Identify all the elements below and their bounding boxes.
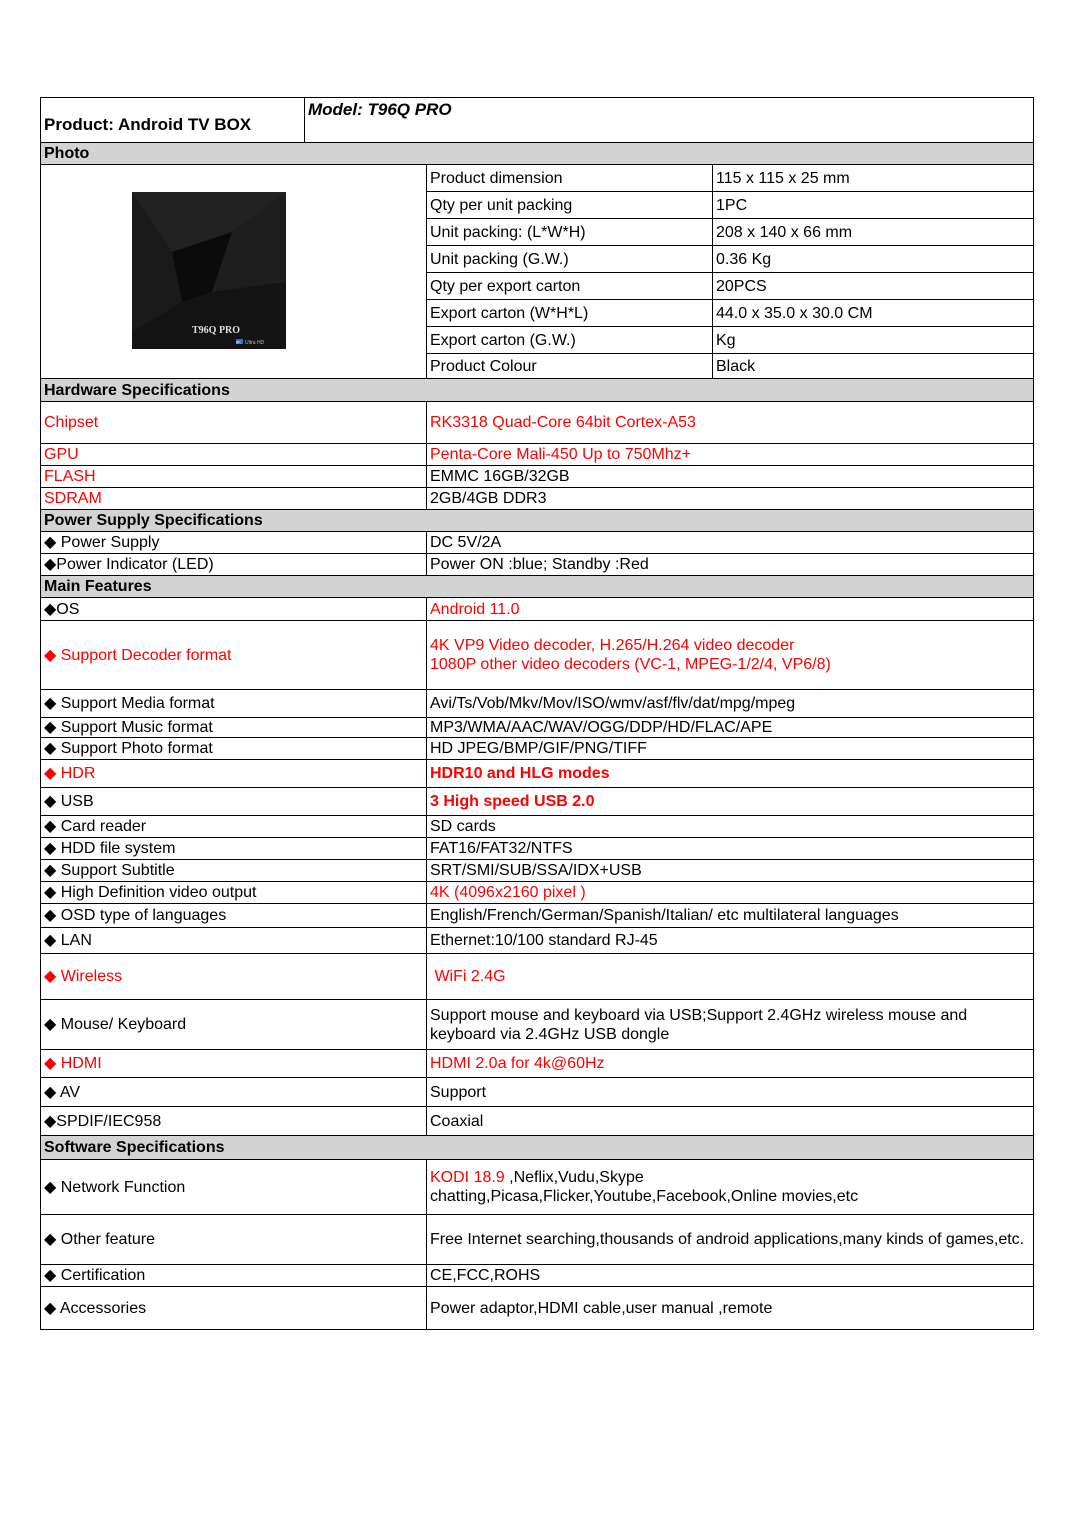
photo-row-label: Qty per export carton	[427, 273, 713, 300]
spec-value-video-output: 4K (4096x2160 pixel )	[427, 882, 1034, 904]
photo-section-title: Photo	[41, 143, 1034, 165]
photo-row-label: Unit packing (G.W.)	[427, 246, 713, 273]
photo-row-label: Qty per unit packing	[427, 192, 713, 219]
photo-row-value: Kg	[713, 327, 1034, 354]
spec-value-subtitle: SRT/SMI/SUB/SSA/IDX+USB	[427, 860, 1034, 882]
spec-label-chipset: Chipset	[41, 402, 427, 444]
spec-value-accessories: Power adaptor,HDMI cable,user manual ,remote	[427, 1287, 1034, 1330]
spec-label-hdmi: ◆ HDMI	[41, 1050, 427, 1078]
spec-value-osd: English/French/German/Spanish/Italian/ etc multilateral languages	[427, 904, 1034, 928]
spec-value-os: Android 11.0	[427, 598, 1034, 621]
spec-value-certification: CE,FCC,ROHS	[427, 1265, 1034, 1287]
photo-row-value: 1PC	[713, 192, 1034, 219]
spec-value-mouse-keyboard: Support mouse and keyboard via USB;Support 2.4GHz wireless mouse and keyboard via 2.4GHz USB dongle	[427, 1000, 1034, 1050]
photo-row-value: Black	[713, 354, 1034, 379]
spec-value-power-supply: DC 5V/2A	[427, 532, 1034, 554]
spec-value-chipset: RK3318 Quad-Core 64bit Cortex-A53	[427, 402, 1034, 444]
spec-value-card-reader: SD cards	[427, 816, 1034, 838]
spec-sheet	[40, 97, 1033, 1330]
spec-label-certification: ◆ Certification	[41, 1265, 427, 1287]
photo-row-label: Unit packing: (L*W*H)	[427, 219, 713, 246]
device-photo-icon	[132, 192, 286, 349]
spec-label-os: ◆OS	[41, 598, 427, 621]
spec-value-flash: EMMC 16GB/32GB	[427, 466, 1034, 488]
spec-label-mouse-keyboard: ◆ Mouse/ Keyboard	[41, 1000, 427, 1050]
spec-label-wireless: ◆ Wireless	[41, 954, 427, 1000]
spec-value-other: Free Internet searching,thousands of android applications,many kinds of games,etc.	[427, 1215, 1034, 1265]
spec-label-spdif: ◆SPDIF/IEC958	[41, 1107, 427, 1136]
product-title: Product: Android TV BOX	[41, 98, 305, 143]
hardware-section-title: Hardware Specifications	[41, 379, 1034, 402]
spec-value-network	[427, 1160, 1034, 1215]
spec-label-sdram: SDRAM	[41, 488, 427, 510]
spec-value-hdr: HDR10 and HLG modes	[427, 760, 1034, 788]
photo-row-value: 44.0 x 35.0 x 30.0 CM	[713, 300, 1034, 327]
spec-value-hdmi: HDMI 2.0a for 4k@60Hz	[427, 1050, 1034, 1078]
spec-value-decoder	[427, 621, 1034, 690]
spec-label-music: ◆ Support Music format	[41, 718, 427, 738]
spec-value-media: Avi/Ts/Vob/Mkv/Mov/ISO/wmv/asf/flv/dat/mpg/mpeg	[427, 690, 1034, 718]
spec-value-power-led: Power ON :blue; Standby :Red	[427, 554, 1034, 576]
photo-row-label: Export carton (G.W.)	[427, 327, 713, 354]
spec-label-power-led: ◆Power Indicator (LED)	[41, 554, 427, 576]
spec-label-decoder: ◆ Support Decoder format	[41, 621, 427, 690]
main-features-section-title: Main Features	[41, 576, 1034, 598]
photo-row-value: 208 x 140 x 66 mm	[713, 219, 1034, 246]
spec-value-sdram: 2GB/4GB DDR3	[427, 488, 1034, 510]
spec-value-music: MP3/WMA/AAC/WAV/OGG/DDP/HD/FLAC/APE	[427, 718, 1034, 738]
product-photo-cell	[41, 165, 427, 379]
photo-row-value: 115 x 115 x 25 mm	[713, 165, 1034, 192]
network-apps: ,Neflix,Vudu,Skype	[504, 1169, 644, 1186]
spec-label-video-output: ◆ High Definition video output	[41, 882, 427, 904]
spec-label-card-reader: ◆ Card reader	[41, 816, 427, 838]
photo-row-label: Product dimension	[427, 165, 713, 192]
spec-value-lan: Ethernet:10/100 standard RJ-45	[427, 928, 1034, 954]
spec-value-usb: 3 High speed USB 2.0	[427, 788, 1034, 816]
photo-row-value: 0.36 Kg	[713, 246, 1034, 273]
spec-label-av: ◆ AV	[41, 1078, 427, 1107]
spec-value-hdd: FAT16/FAT32/NTFS	[427, 838, 1034, 860]
power-section-title: Power Supply Specifications	[41, 510, 1034, 532]
spec-label-flash: FLASH	[41, 466, 427, 488]
device-badge: 8K	[236, 339, 241, 345]
decoder-line-2: 1080P other video decoders (VC-1, MPEG-1/2/4, VP6/8)	[430, 656, 831, 673]
network-line-1	[430, 1168, 1030, 1187]
spec-table	[40, 97, 1034, 1330]
spec-label-photo: ◆ Support Photo format	[41, 738, 427, 760]
photo-row-label: Product Colour	[427, 354, 713, 379]
device-sub: Ultra HD	[245, 340, 265, 346]
model-title: Model: T96Q PRO	[305, 98, 1034, 143]
device-label: T96Q PRO	[192, 325, 241, 336]
photo-row-value: 20PCS	[713, 273, 1034, 300]
spec-label-accessories: ◆ Accessories	[41, 1287, 427, 1330]
spec-label-other: ◆ Other feature	[41, 1215, 427, 1265]
spec-label-media: ◆ Support Media format	[41, 690, 427, 718]
spec-label-gpu: GPU	[41, 444, 427, 466]
network-line-2: chatting,Picasa,Flicker,Youtube,Facebook,Online movies,etc	[430, 1188, 859, 1205]
spec-value-av: Support	[427, 1078, 1034, 1107]
software-section-title: Software Specifications	[41, 1136, 1034, 1160]
spec-label-network: ◆ Network Function	[41, 1160, 427, 1215]
spec-label-usb: ◆ USB	[41, 788, 427, 816]
spec-label-power-supply: ◆ Power Supply	[41, 532, 427, 554]
spec-label-hdr: ◆ HDR	[41, 760, 427, 788]
spec-label-subtitle: ◆ Support Subtitle	[41, 860, 427, 882]
spec-label-osd: ◆ OSD type of languages	[41, 904, 427, 928]
spec-value-photo: HD JPEG/BMP/GIF/PNG/TIFF	[427, 738, 1034, 760]
spec-label-lan: ◆ LAN	[41, 928, 427, 954]
spec-value-spdif: Coaxial	[427, 1107, 1034, 1136]
spec-value-gpu: Penta-Core Mali-450 Up to 750Mhz+	[427, 444, 1034, 466]
kodi-version: KODI 18.9	[430, 1169, 505, 1186]
photo-row-label: Export carton (W*H*L)	[427, 300, 713, 327]
spec-label-hdd: ◆ HDD file system	[41, 838, 427, 860]
spec-value-wireless: WiFi 2.4G	[427, 954, 1034, 1000]
decoder-line-1: 4K VP9 Video decoder, H.265/H.264 video decoder	[430, 637, 795, 654]
